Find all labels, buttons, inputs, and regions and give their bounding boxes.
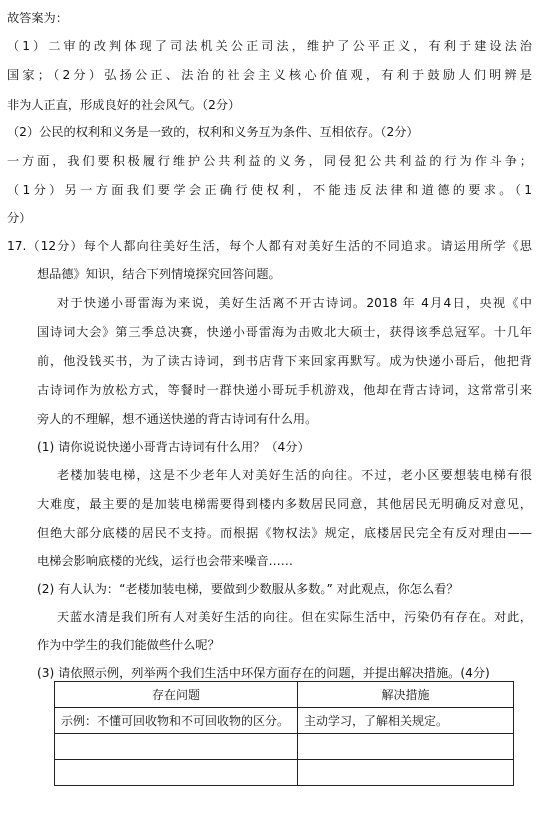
table-header-row [55,682,514,708]
header-solution: 解决措施 [298,682,514,708]
answer-p2-line-4: 分） [7,211,32,225]
sub-question-1: (1) 请你说说快递小哥背古诗词有什么用？（4分） [37,440,310,454]
sub-question-2: (2) 有人认为：“老楼加装电梯，要做到少数服从多数。” 对此观点，你怎么看？ [37,582,459,596]
blank-problem-cell-2[interactable] [55,760,298,786]
q17-stem-line-2: 想品德》知识，结合下列情境探究回答问题。 [37,267,281,281]
material3-line-2: 作为中学生的我们能做些什么呢？ [37,638,220,652]
blank-solution-cell-2[interactable] [298,760,514,786]
table-row-blank-1 [55,734,514,760]
table-row-blank-2 [55,760,514,786]
material1-line-2: 国诗词大会》第三季总决赛，快递小哥雷海为击败北大硕士，获得该季总冠军。十几年 [37,325,532,339]
material3-line-1: 天蓝水清是我们所有人对美好生活的向往。但在实际生活中，污染仍有存在。对此， [57,610,532,624]
blank-problem-cell-1[interactable] [55,734,298,760]
header-problem: 存在问题 [55,682,298,708]
q17-stem-line-1: 17.（12分）每个人都向往美好生活，每个人都有对美好生活的不同追求。请运用所学《思 [7,239,532,253]
material1-line-3: 前，他没钱买书，为了读古诗词，到书店背下来回家再默写。成为快递小哥后，他把背 [37,354,532,368]
answer-p1-line-2: 国家；（2分）弘扬公正、法治的社会主义核心价值观，有利于鼓励人们明辨是 [7,68,532,82]
material2-line-4: 电梯会影响底楼的光线，运行也会带来噪音…… [37,554,293,568]
answer-p1-line-1: （1）二审的改判体现了司法机关公正司法，维护了公平正义，有利于建设法治 [7,39,532,53]
sub-question-3: (3) 请依照示例，列举两个我们生活中环保方面存在的问题，并提出解决措施。(4分) [37,666,490,680]
material2-line-1: 老楼加装电梯，这是不少老年人对美好生活的向往。不过，老小区要想装电梯有很 [57,468,532,482]
material1-line-1: 对于快递小哥雷海为来说，美好生活离不开古诗词。2018 年 4月4日，央视《中 [57,296,532,310]
material2-line-3: 但绝大部分底楼的居民不支持。而根据《物权法》规定，底楼居民完全有反对理由—— [37,526,532,540]
answer-intro: 故答案为： [7,11,68,25]
environment-problems-table [54,681,514,786]
answer-p2-line-1: （2）公民的权利和义务是一致的，权利和义务互为条件、互相依存。（2分） [7,125,419,139]
example-solution-cell: 主动学习，了解相关规定。 [298,708,514,734]
table-row-example [55,708,514,734]
answer-p2-line-3: （1分）另一方面我们要学会正确行使权利，不能违反法律和道德的要求。（1 [7,183,532,197]
answer-p2-line-2: 一方面，我们要积极履行维护公共利益的义务，同侵犯公共利益的行为作斗争； [7,154,532,168]
material2-line-2: 大难度，最主要的是加装电梯需要得到楼内多数居民同意，其他居民无明确反对意见， [37,497,532,511]
blank-solution-cell-1[interactable] [298,734,514,760]
material1-line-4: 古诗词作为放松方式，等餐时一群快递小哥玩手机游戏，他却在背古诗词，这常常引来 [37,383,532,397]
answer-p1-line-3: 非为人正直，形成良好的社会风气。（2分） [7,98,241,112]
material1-line-5: 旁人的不理解，想不通送快递的背古诗词有什么用。 [37,412,318,426]
example-problem-cell: 示例：不懂可回收物和不可回收物的区分。 [55,708,298,734]
